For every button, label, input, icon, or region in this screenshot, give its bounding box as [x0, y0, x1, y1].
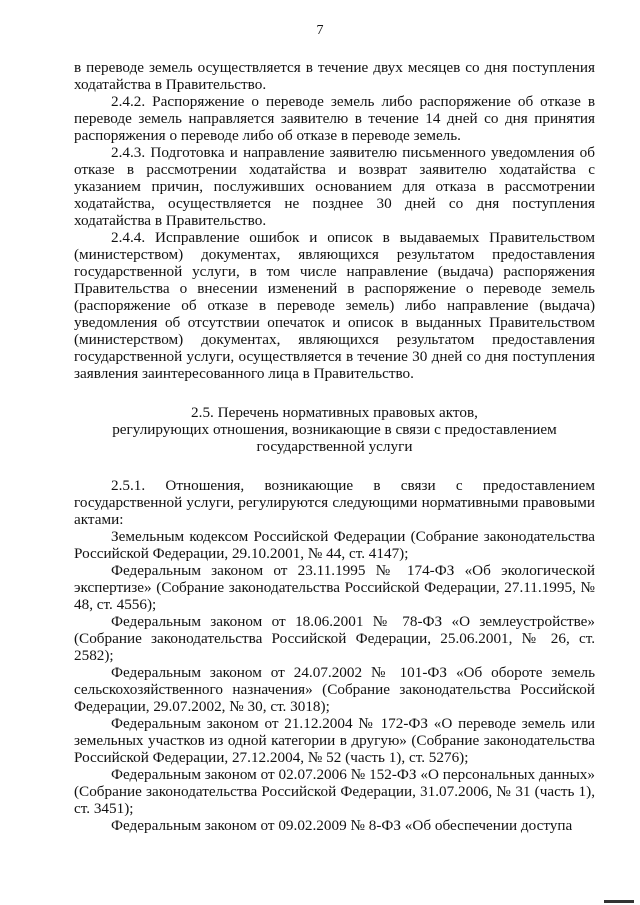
section-heading-line: 2.5. Перечень нормативных правовых актов, [191, 404, 478, 421]
scan-edge-mark [604, 894, 634, 903]
legal-act-item: Федеральным законом от 21.12.2004 № 172-ФЗ «О переводе земель или земельных участков из одной категории в другую» (Собрание законодательства Российской Федерации, 27.12.2004, № 52 (часть 1), ст. 5276); [74, 715, 595, 766]
paragraph: 2.5.1. Отношения, возникающие в связи с предоставлением государственной услуги, регулируются следующими нормативными правовыми актами: [74, 477, 595, 528]
legal-act-item: Федеральным законом от 18.06.2001 № 78-ФЗ «О землеустройстве» (Собрание законодательства Российской Федерации, 25.06.2001, № 26, ст. 2582); [74, 613, 595, 664]
page-number: 7 [316, 23, 324, 38]
legal-act-item: Федеральным законом от 09.02.2009 № 8-ФЗ «Об обеспечении доступа [111, 817, 573, 834]
section-heading [74, 404, 595, 455]
legal-act-item: Федеральным законом от 23.11.1995 № 174-ФЗ «Об экологической экспертизе» (Собрание законодательства Российской Федерации, 27.11.1995, № 48, ст. 4556); [74, 562, 595, 613]
paragraph: 2.4.3. Подготовка и направление заявителю письменного уведомления об отказе в рассмотрении ходатайства и возврат заявителю ходатайства с указанием причин, послуживших основанием для отказа в рассмотрении ходатайства, осуществляется не позднее 30 дней со дня поступления ходатайства в Правительство. [74, 144, 595, 229]
legal-act-item: Федеральным законом от 24.07.2002 № 101-ФЗ «Об обороте земель сельскохозяйственного назначения» (Собрание законодательства Российской Федерации, 29.07.2002, № 30, ст. 3018); [74, 664, 595, 715]
paragraph: в переводе земель осуществляется в течение двух месяцев со дня поступления ходатайства в Правительство. [74, 59, 595, 93]
legal-act-item: Федеральным законом от 02.07.2006 № 152-ФЗ «О персональных данных» (Собрание законодательства Российской Федерации, 31.07.2006, № 31 (часть 1), ст. 3451); [74, 766, 595, 817]
section-heading-line: регулирующих отношения, возникающие в связи с предоставлением [112, 421, 557, 438]
section-heading-line: государственной услуги [256, 438, 413, 455]
legal-act-item: Земельным кодексом Российской Федерации (Собрание законодательства Российской Федерации, 29.10.2001, № 44, ст. 4147); [74, 528, 595, 562]
paragraph: 2.4.4. Исправление ошибок и описок в выдаваемых Правительством (министерством) документах, являющихся результатом предоставления государственной услуги, в том числе направление (выдача) распоряжения Правительства о внесении изменений в распоряжение о переводе земель (распоряжение об отказе в переводе земель) либо направление (выдача) уведомления об отсутствии опечаток и описок в выданных Правительством (министерством) документах, являющихся результатом предоставления государственной услуги, осуществляется в течение 30 дней со дня поступления заявления заинтересованного лица в Правительство. [74, 229, 595, 382]
paragraph: 2.4.2. Распоряжение о переводе земель либо распоряжение об отказе в переводе земель направляется заявителю в течение 14 дней со дня принятия распоряжения о переводе либо об отказе в переводе земель. [74, 93, 595, 144]
document-body [74, 59, 595, 834]
